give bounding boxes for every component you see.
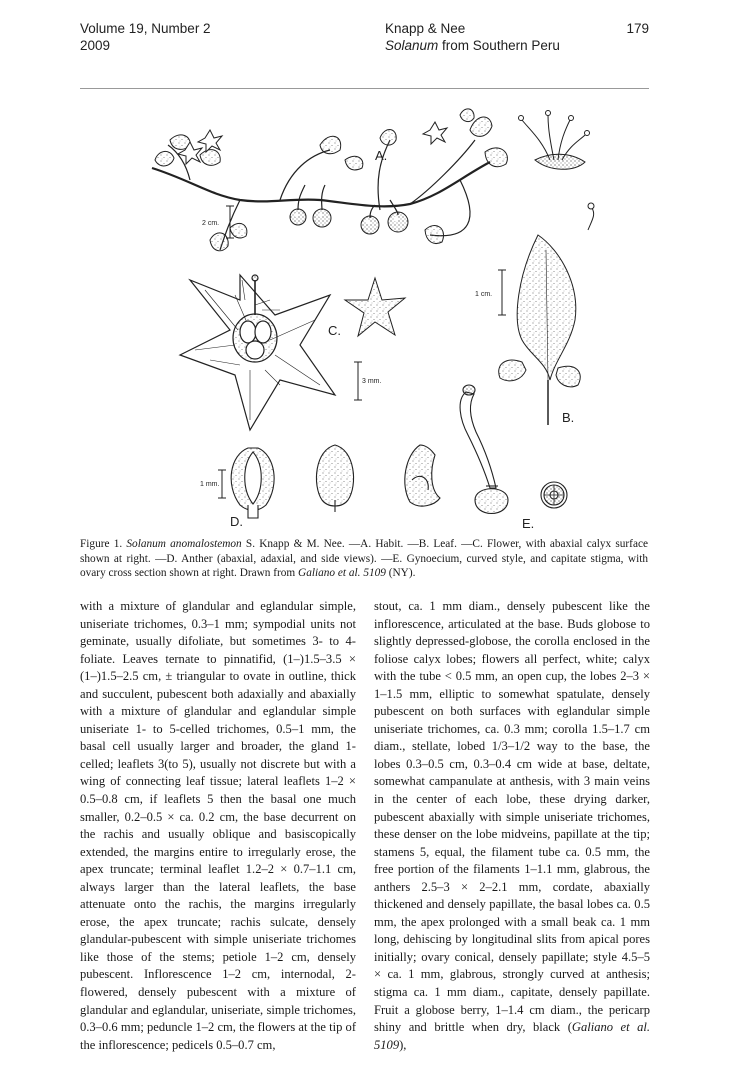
- running-header-left: [80, 20, 211, 54]
- caption-text-1: S. Knapp & M. Nee. —A. Habit. —B. Leaf. —C. Flower, with abaxial calyx surface shown at right. —D. Anther (abaxial, adaxial, and side views). —E. Gynoecium, curved style, and capitate stigma, with ovary cross section shown at right. Drawn from: [80, 538, 648, 579]
- body-right-text-2: ),: [399, 1037, 407, 1052]
- figure-label-b: B.: [562, 410, 575, 425]
- body-paragraph-left: with a mixture of glandular and eglandular simple, uniseriate trichomes, 0.3–1 mm; sympodial units not geminate, usually difoliate, but sometimes 3- to 4-foliate. Leaves ternate to pinnatifid, (1–)1.5–3.5 × (1–)1.5–2.5 cm, ± triangular to ovate in outline, thick and succulent, pubescent both adaxially and abaxially with a mixture of glandular and eglandular simple uniseriate 1- to 5-celled trichomes, 0.5–1 mm, the basal cell usually larger and broader, the gland 1-celled; leaflets 3(to 5), usually not discrete but with a wing of connecting leaf tissue; lateral leaflets 1–2 × 0.5–0.8 cm, if leaflets 5 then the basal one much smaller, 0.2–0.5 × ca. 0.2 cm, the base decurrent on the rachis and usually oblique and basiscopically extended, the margins entire to irregularly erose, the apex truncate; terminal leaflet 1.2–2 × 0.7–1.1 cm, always larger than the lateral leaflets, the base attenuate onto the rachis, the margins irregularly erose, the apex truncate; rachis sulcate, densely glandular-pubescent with simple uniseriate trichomes like those of the stems; petiole 1–2 cm, densely pubescent. Inflorescence 1–2 cm, internodal, 2-flowered, densely pubescent with a mixture of glandular and eglandular, uniseriate, simple trichomes, 0.3–0.6 mm; peduncle 1–2 cm, the flowers at the tip of the inflorescence; pedicels 0.5–0.7 cm,: [80, 599, 356, 1052]
- habit-leaves: [155, 109, 507, 251]
- pistil-detail: [588, 203, 594, 230]
- body-right-specimen: Galiano et al. 5109: [374, 1020, 650, 1052]
- stamen-detail: [519, 111, 590, 170]
- caption-specimen: Galiano et al. 5109: [298, 567, 386, 579]
- botanical-illustration: [130, 100, 600, 530]
- running-title: [385, 37, 560, 54]
- figure-label-a: A.: [375, 148, 388, 163]
- leaf-scale-label: 1 cm.: [475, 291, 493, 298]
- body-paragraph-right: [374, 598, 650, 1054]
- running-authors: Knapp & Nee: [385, 21, 466, 36]
- caption-species: Solanum anomalostemon: [126, 538, 242, 550]
- anther-scale-label: 1 mm.: [200, 481, 220, 488]
- caption-text-2: (NY).: [385, 567, 416, 579]
- figure-label-e: E.: [522, 516, 535, 530]
- calyx-drawing: [345, 278, 405, 336]
- journal-year: 2009: [80, 38, 111, 53]
- header-rule: [80, 88, 649, 89]
- figure-label-d: D.: [230, 514, 243, 529]
- flower-drawing: [180, 275, 335, 430]
- body-column-right: [374, 598, 650, 1054]
- page-number: 179: [626, 21, 649, 36]
- figure-label-c: C.: [328, 323, 341, 338]
- running-title-genus: Solanum: [385, 38, 439, 53]
- running-title-rest: from Southern Peru: [438, 38, 560, 53]
- caption-label: Figure 1.: [80, 538, 123, 550]
- body-right-text-1: stout, ca. 1 mm diam., densely pubescent like the inflorescence, articulated at the base. Buds globose to slightly depressed-globose, the corolla enclosed in the foliose calyx lobes; flowers all perfect, white; calyx with the tube < 0.5 mm, an open cup, the lobes 2–3 × 1–1.5 mm, elliptic to somewhat spatulate, densely pubescent on both surfaces with eglandular simple uniseriate trichomes, ca. 0.3 mm; corolla 1.5–1.7 cm diam., stellate, lobed 1/3–1/2 way to the base, the lobes 0.3–0.5 cm, 0.3–0.4 cm wide at base, deltate, somewhat campanulate at anthesis, with 3 main veins in the center of each lobe, these drying darker, pubescent abaxially with simple uniseriate trichomes, these denser on the lobe midveins, papillate at the tip; stamens 5, equal, the filament tube ca. 0.5 mm, the free portion of the filaments 1–1.1 mm, glabrous, the anthers 2.5–3 × 2–2.1 mm, cordate, abaxially thickened and densely papillate, the basal lobes ca. 0.5 mm, the apex prolonged with a small beak ca. 1 mm long, dehiscing by longitudinal slits from apical pores initially; ovary conical, densely papillate; style 4.5–5 × ca. 1 mm, glabrous, strongly curved at anthesis; stigma ca. 1 mm diam., capitate, densely papillate. Fruit a globose berry, 1–1.4 cm diam., the pericarp shiny and brittle when dry, black (: [374, 599, 650, 1035]
- figure-caption: [80, 537, 648, 581]
- leaf-drawing: [499, 235, 581, 425]
- gynoecium-drawing: [460, 385, 567, 514]
- habit-scale-label: 2 cm.: [202, 220, 220, 227]
- habit-berries: [290, 209, 408, 234]
- running-header-center: [385, 20, 560, 54]
- anther-drawing: [231, 445, 440, 518]
- body-column-left: [80, 598, 356, 1054]
- flower-scale-label: 3 mm.: [362, 378, 382, 385]
- journal-volume: Volume 19, Number 2: [80, 21, 211, 36]
